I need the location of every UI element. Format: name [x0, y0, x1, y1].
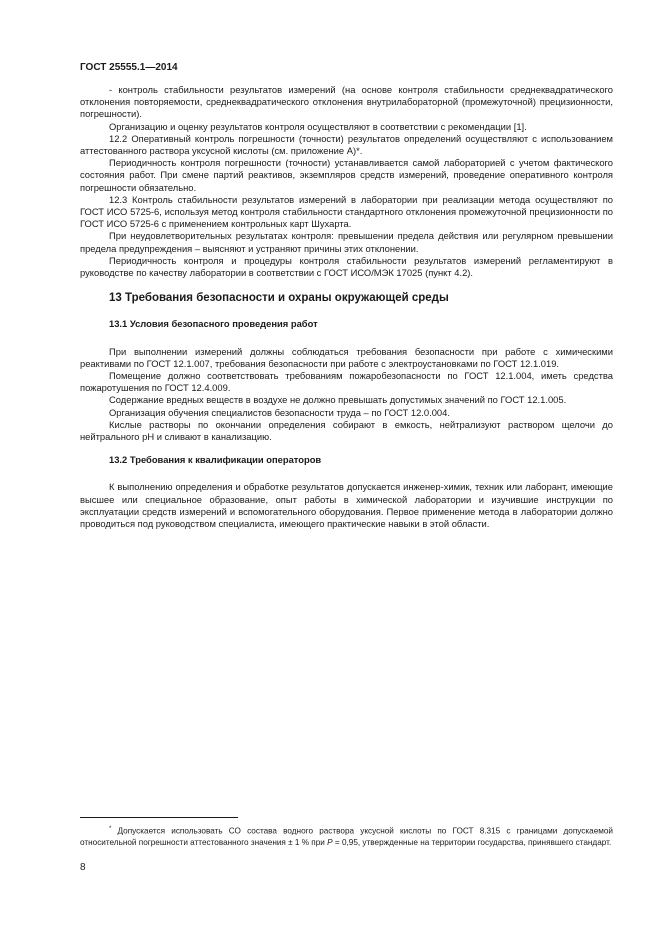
footnote-text-end: = 0,95, утвержденные на территории государства, принявшего стандарт.: [332, 837, 612, 847]
footnote: [80, 824, 613, 848]
section-13-2-heading: 13.2 Требования к квалификации операторов: [109, 454, 322, 466]
paragraph: Содержание вредных веществ в воздухе не должно превышать допустимых значений по ГОСТ 12.1.005.: [109, 394, 567, 406]
section-13-1-heading: 13.1 Условия безопасного проведения работ: [109, 318, 318, 330]
paragraph: 12.3 Контроль стабильности результатов измерений в лаборатории при реализации метода осуществляют по ГОСТ ИСО 5725-6, используя метод контроля стабильности стандартного отклонения промежуточной прецизионности по ГОСТ ИСО 5725-6 с применением контрольных карт Шухарта.: [80, 193, 613, 230]
paragraph: Помещение должно соответствовать требованиям пожаробезопасности по ГОСТ 12.1.004, иметь средства пожаротушения по ГОСТ 12.4.009.: [80, 370, 613, 394]
paragraph: При неудовлетворительных результатах контроля: превышении предела действия или регулярном превышении предела предупреждения – выясняют и устраняют причины этих отклонении.: [80, 230, 613, 254]
page-number: 8: [80, 862, 86, 873]
paragraph: При выполнении измерений должны соблюдаться требования безопасности при работе с химическими реактивами по ГОСТ 12.1.007, требования безопасности при работе с электроустановками по ГОСТ 12.1.019.: [80, 345, 613, 369]
document-header: ГОСТ 25555.1—2014: [80, 62, 178, 73]
paragraph: Организацию и оценку результатов контроля осуществляют в соответствии с рекомендации [1].: [109, 120, 527, 132]
paragraph: - контроль стабильности результатов измерений (на основе контроля стабильности среднеквадратического отклонения повторяемости, среднеквадратического отклонения внутрилабораторной (промежуточной) прецизионности, погрешности).: [80, 84, 613, 120]
paragraph: Периодичность контроля и процедуры контроля стабильности результатов измерений регламентируют в руководстве по качеству лаборатории в соответствии с ГОСТ ИСО/МЭК 17025 (пункт 4.2).: [80, 254, 613, 279]
paragraph: Кислые растворы по окончании определения собирают в емкость, нейтрализуют раствором щелочи до нейтрального рН и сливают в канализацию.: [80, 418, 613, 443]
paragraph: К выполнению определения и обработке результатов допускается инженер-химик, техник или лаборант, имеющие высшее или специальное образование, опыт работы в химической лаборатории и изучившие инструкции по эксплуатации средств измерений и вспомогательного оборудования. Первое применение метода в лаборатории должно проводиться под руководством специалиста, имеющего практические навыки в этой области.: [80, 481, 613, 530]
paragraph: Периодичность контроля погрешности (точности) устанавливается самой лабораторией с учетом фактического состояния работ. При смене партий реактивов, экземпляров средств измерений, проведение оперативного контроля погрешности обязательно.: [80, 157, 613, 193]
document-body: [80, 84, 613, 530]
paragraph: Организация обучения специалистов безопасности труда – по ГОСТ 12.0.004.: [109, 406, 450, 418]
footnote-divider: [80, 817, 238, 818]
footnote-marker: *: [109, 826, 112, 832]
footnote-variable: P: [327, 837, 333, 847]
section-13-heading: 13 Требования безопасности и охраны окружающей среды: [109, 292, 449, 305]
paragraph: 12.2 Оперативный контроль погрешности (точности) результатов определений осуществляют с использованием аттестованного раствора уксусной кислоты (см. приложение А)*.: [80, 132, 613, 157]
footnote-text-start: Допускается использовать СО состава водного раствора уксусной кислоты по ГОСТ 8.315 с границами допускаемой относительной погрешности аттестованного значения ± 1 % при: [80, 826, 613, 847]
